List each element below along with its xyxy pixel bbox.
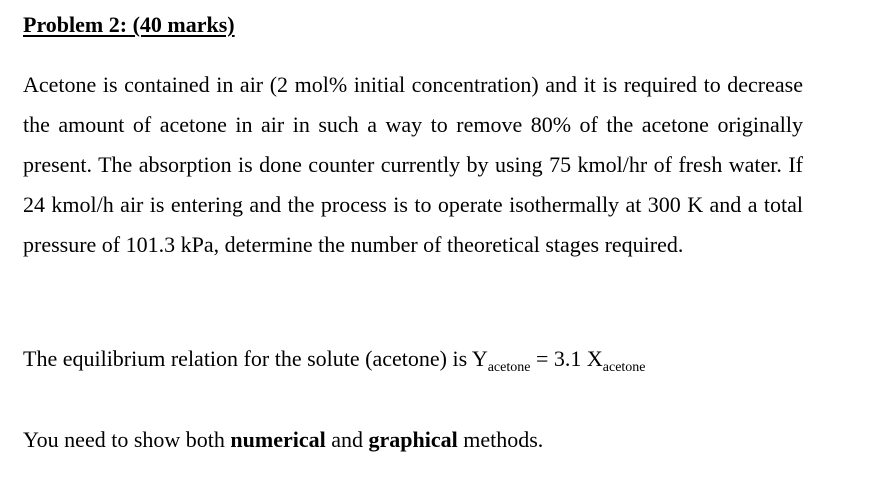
x-symbol: X [586,346,603,371]
y-subscript: acetone [487,360,531,375]
note-part2: and [325,427,369,452]
problem-statement: Acetone is contained in air (2 mol% initial concentration) and it is required to decrease the amount of acetone in air in such a way to remove 80% of the acetone originally present. The absorption is done counter currently by using 75 kmol/hr of fresh water. If 24 kmol/h air is entering and the process is to operate isothermally at 300 K and a total pressure of 101.3 kPa, determine the number of theoretical stages required. [23,72,803,257]
equilibrium-relation-value: = 3.1 [530,346,587,371]
x-subscript: acetone [602,360,646,375]
note-part3: methods. [457,427,544,452]
note-graphical: graphical [368,427,458,452]
method-note [23,427,543,453]
note-part1: You need to show both [23,427,231,452]
note-numerical: numerical [230,427,326,452]
y-symbol: Y [471,346,488,371]
equilibrium-relation [23,346,646,375]
equilibrium-prefix: The equilibrium relation for the solute (acetone) is [23,346,472,371]
problem-title: Problem 2: (40 marks) [23,12,235,37]
